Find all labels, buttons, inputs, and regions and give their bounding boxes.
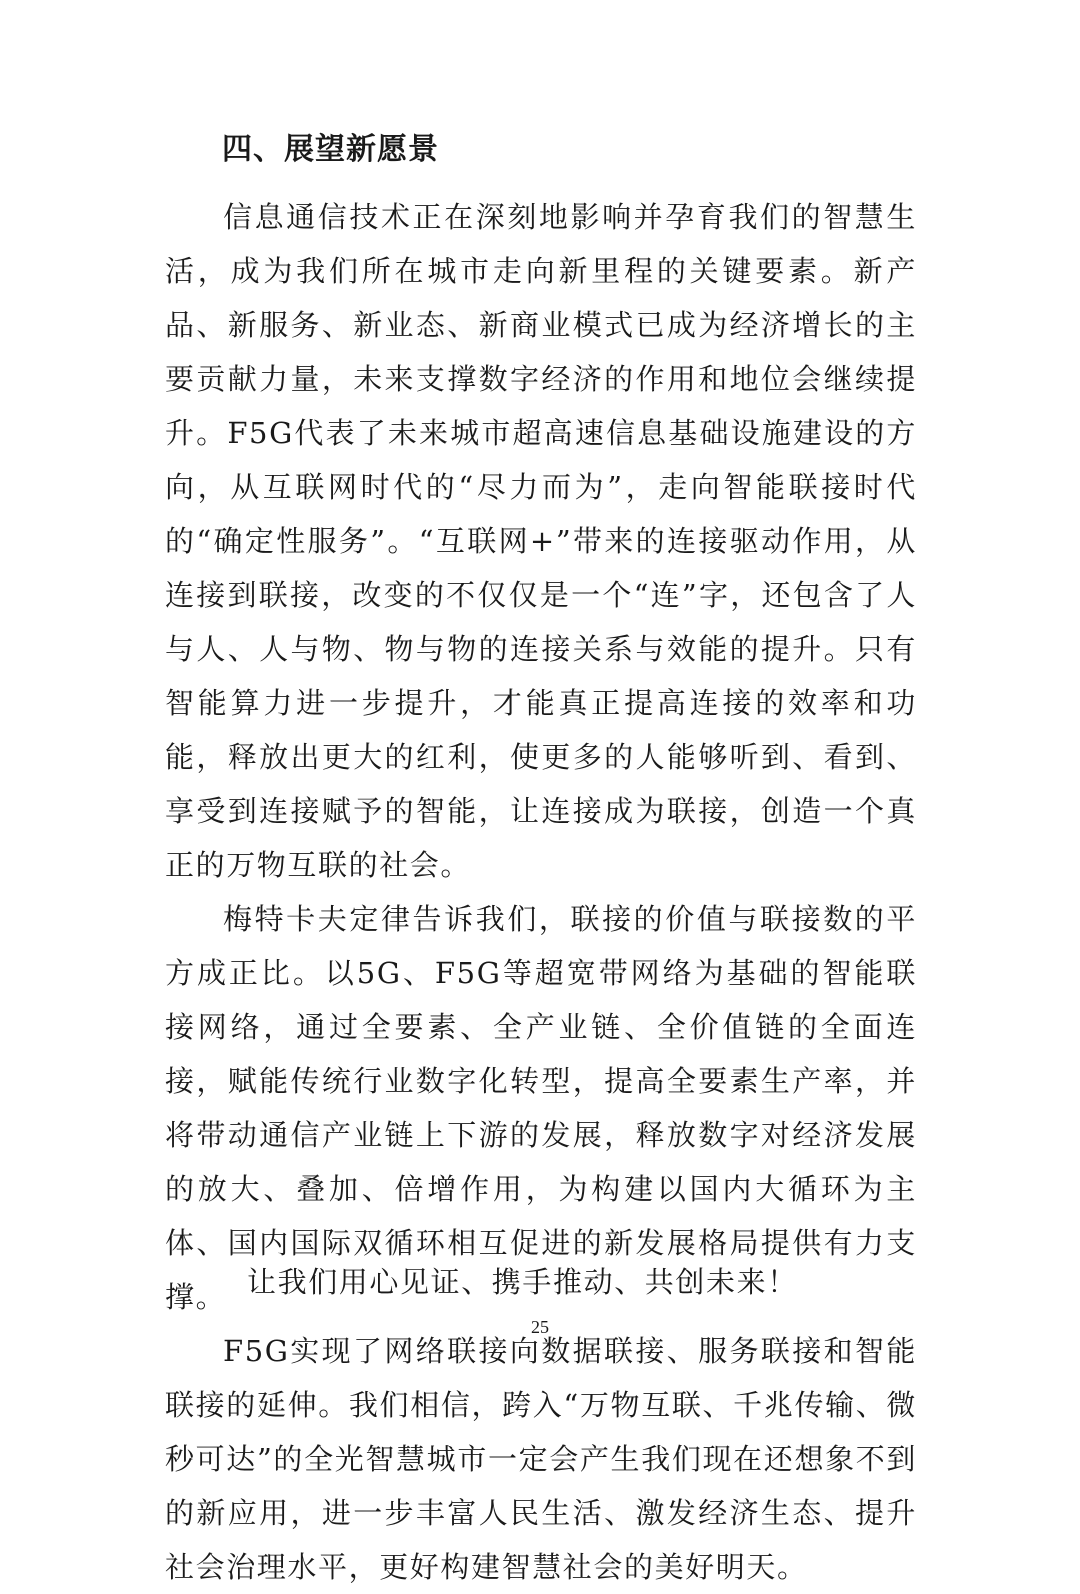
paragraph-f5g-extension: F5G实现了网络联接向数据联接、服务联接和智能联接的延伸。我们相信，跨入“万物互联、千兆传输、微秒可达”的全光智慧城市一定会产生我们现在还想象不到的新应用，进一步丰富人民生活、激发经济生态、提升社会治理水平，更好构建智慧社会的美好明天。 bbox=[165, 1334, 917, 1584]
section-heading: 四、展望新愿景 bbox=[222, 132, 439, 167]
page-number: 25 bbox=[531, 1317, 549, 1337]
body-text bbox=[165, 190, 917, 1594]
closing-line: 让我们用心见证、携手推动、共创未来！ bbox=[247, 1265, 798, 1299]
paragraph-metcalfe-law: 梅特卡夫定律告诉我们，联接的价值与联接数的平方成正比。以5G、F5G等超宽带网络为基础的智能联接网络，通过全要素、全产业链、全价值链的全面连接，赋能传统行业数字化转型，提高全要素生产率，并将带动通信产业链上下游的发展，释放数字对经济发展的放大、叠加、倍增作用，为构建以国内大循环为主体、国内国际双循环相互促进的新发展格局提供有力支撑。 bbox=[165, 902, 917, 1314]
paragraph-ict-vision: 信息通信技术正在深刻地影响并孕育我们的智慧生活，成为我们所在城市走向新里程的关键要素。新产品、新服务、新业态、新商业模式已成为经济增长的主要贡献力量，未来支撑数字经济的作用和地位会继续提升。F5G代表了未来城市超高速信息基础设施建设的方向，从互联网时代的“尽力而为”，走向智能联接时代的“确定性服务”。“互联网+”带来的连接驱动作用，从连接到联接，改变的不仅仅是一个“连”字，还包含了人与人、人与物、物与物的连接关系与效能的提升。只有智能算力进一步提升，才能真正提高连接的效率和功能，释放出更大的红利，使更多的人能够听到、看到、享受到连接赋予的智能，让连接成为联接，创造一个真正的万物互联的社会。 bbox=[165, 200, 917, 882]
